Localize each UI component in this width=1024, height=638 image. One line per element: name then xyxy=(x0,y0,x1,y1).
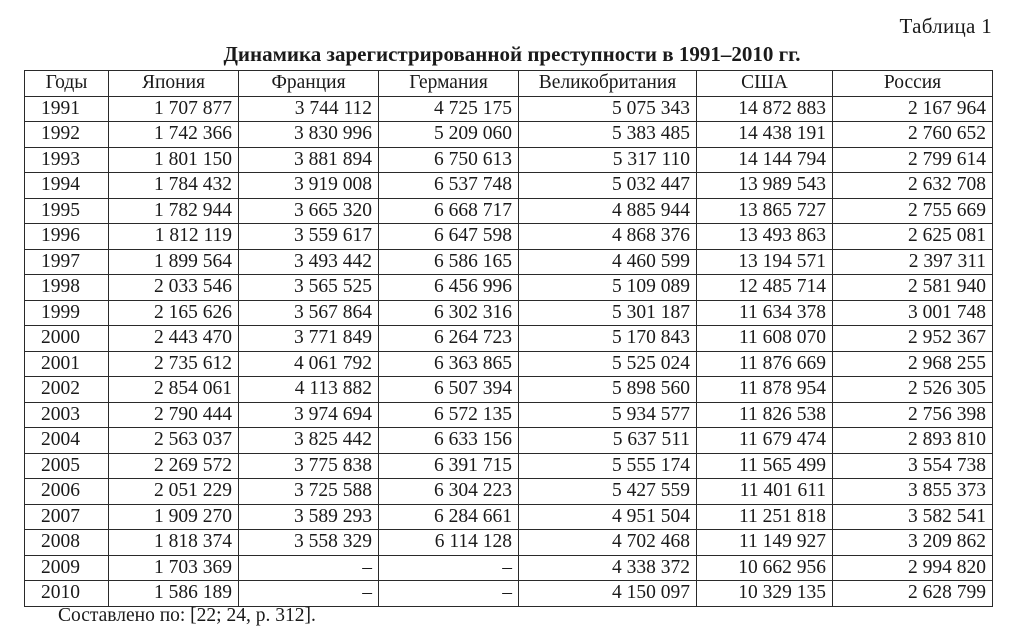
cell-germany: – xyxy=(379,555,519,581)
header-france: Франция xyxy=(239,71,379,97)
cell-germany: 6 572 135 xyxy=(379,402,519,428)
header-germany: Германия xyxy=(379,71,519,97)
cell-france: – xyxy=(239,581,379,607)
table-row xyxy=(25,326,993,352)
table-row xyxy=(25,530,993,556)
cell-france: 3 589 293 xyxy=(239,504,379,530)
cell-france: 3 771 849 xyxy=(239,326,379,352)
cell-japan: 1 703 369 xyxy=(109,555,239,581)
cell-year: 2007 xyxy=(25,504,109,530)
table-row xyxy=(25,555,993,581)
header-russia: Россия xyxy=(833,71,993,97)
cell-great-britain: 4 460 599 xyxy=(519,249,697,275)
cell-great-britain: 5 934 577 xyxy=(519,402,697,428)
cell-great-britain: 5 075 343 xyxy=(519,96,697,122)
cell-france: 3 830 996 xyxy=(239,122,379,148)
cell-japan: 2 443 470 xyxy=(109,326,239,352)
cell-usa: 11 565 499 xyxy=(697,453,833,479)
cell-germany: 6 537 748 xyxy=(379,173,519,199)
table-row xyxy=(25,479,993,505)
cell-france: 3 825 442 xyxy=(239,428,379,454)
cell-japan: 2 269 572 xyxy=(109,453,239,479)
header-great-britain: Великобритания xyxy=(519,71,697,97)
cell-japan: 1 742 366 xyxy=(109,122,239,148)
cell-japan: 1 818 374 xyxy=(109,530,239,556)
cell-germany: 6 647 598 xyxy=(379,224,519,250)
cell-usa: 13 194 571 xyxy=(697,249,833,275)
source-note: Составлено по: [22; 24, р. 312]. xyxy=(58,605,316,626)
cell-usa: 11 401 611 xyxy=(697,479,833,505)
cell-japan: 1 784 432 xyxy=(109,173,239,199)
cell-france: – xyxy=(239,555,379,581)
cell-russia: 2 581 940 xyxy=(833,275,993,301)
table-row xyxy=(25,147,993,173)
cell-france: 4 061 792 xyxy=(239,351,379,377)
cell-great-britain: 4 702 468 xyxy=(519,530,697,556)
cell-france: 3 493 442 xyxy=(239,249,379,275)
cell-year: 2010 xyxy=(25,581,109,607)
cell-france: 3 558 329 xyxy=(239,530,379,556)
cell-year: 2006 xyxy=(25,479,109,505)
table-number-label: Таблица 1 xyxy=(899,14,992,38)
table-title: Динамика зарегистрированной преступности в 1991–2010 гг. xyxy=(223,42,801,66)
table-row xyxy=(25,249,993,275)
cell-japan: 2 563 037 xyxy=(109,428,239,454)
table-row xyxy=(25,402,993,428)
cell-russia: 2 397 311 xyxy=(833,249,993,275)
cell-russia: 2 755 669 xyxy=(833,198,993,224)
table-row xyxy=(25,351,993,377)
cell-russia: 2 632 708 xyxy=(833,173,993,199)
cell-year: 2002 xyxy=(25,377,109,403)
cell-japan: 1 899 564 xyxy=(109,249,239,275)
cell-great-britain: 4 868 376 xyxy=(519,224,697,250)
cell-year: 2004 xyxy=(25,428,109,454)
table-row xyxy=(25,377,993,403)
cell-russia: 2 799 614 xyxy=(833,147,993,173)
cell-usa: 11 251 818 xyxy=(697,504,833,530)
cell-year: 1992 xyxy=(25,122,109,148)
cell-russia: 3 554 738 xyxy=(833,453,993,479)
cell-russia: 2 893 810 xyxy=(833,428,993,454)
table-header-row xyxy=(25,71,993,97)
cell-great-britain: 5 301 187 xyxy=(519,300,697,326)
cell-year: 2001 xyxy=(25,351,109,377)
cell-year: 1999 xyxy=(25,300,109,326)
cell-france: 3 725 588 xyxy=(239,479,379,505)
header-japan: Япония xyxy=(109,71,239,97)
cell-year: 1991 xyxy=(25,96,109,122)
table-row xyxy=(25,198,993,224)
cell-great-britain: 5 525 024 xyxy=(519,351,697,377)
cell-russia: 2 952 367 xyxy=(833,326,993,352)
cell-year: 2005 xyxy=(25,453,109,479)
cell-russia: 2 167 964 xyxy=(833,96,993,122)
cell-great-britain: 5 637 511 xyxy=(519,428,697,454)
cell-usa: 12 485 714 xyxy=(697,275,833,301)
cell-great-britain: 5 109 089 xyxy=(519,275,697,301)
cell-germany: 6 750 613 xyxy=(379,147,519,173)
cell-japan: 2 165 626 xyxy=(109,300,239,326)
cell-usa: 11 608 070 xyxy=(697,326,833,352)
table-row xyxy=(25,300,993,326)
cell-year: 2000 xyxy=(25,326,109,352)
cell-germany: – xyxy=(379,581,519,607)
cell-great-britain: 5 555 174 xyxy=(519,453,697,479)
cell-germany: 6 586 165 xyxy=(379,249,519,275)
cell-usa: 13 493 863 xyxy=(697,224,833,250)
cell-usa: 10 662 956 xyxy=(697,555,833,581)
cell-russia: 3 582 541 xyxy=(833,504,993,530)
cell-france: 3 559 617 xyxy=(239,224,379,250)
cell-japan: 2 854 061 xyxy=(109,377,239,403)
cell-russia: 2 994 820 xyxy=(833,555,993,581)
cell-usa: 11 679 474 xyxy=(697,428,833,454)
cell-france: 3 565 525 xyxy=(239,275,379,301)
cell-japan: 2 033 546 xyxy=(109,275,239,301)
cell-germany: 6 302 316 xyxy=(379,300,519,326)
cell-usa: 14 438 191 xyxy=(697,122,833,148)
table-row xyxy=(25,173,993,199)
cell-usa: 13 989 543 xyxy=(697,173,833,199)
cell-germany: 5 209 060 xyxy=(379,122,519,148)
cell-germany: 6 391 715 xyxy=(379,453,519,479)
cell-usa: 14 872 883 xyxy=(697,96,833,122)
table-row xyxy=(25,96,993,122)
cell-great-britain: 4 951 504 xyxy=(519,504,697,530)
cell-russia: 3 001 748 xyxy=(833,300,993,326)
cell-year: 1997 xyxy=(25,249,109,275)
table-row xyxy=(25,504,993,530)
table-row xyxy=(25,428,993,454)
cell-japan: 1 707 877 xyxy=(109,96,239,122)
cell-usa: 14 144 794 xyxy=(697,147,833,173)
cell-great-britain: 4 885 944 xyxy=(519,198,697,224)
cell-japan: 1 909 270 xyxy=(109,504,239,530)
cell-great-britain: 5 383 485 xyxy=(519,122,697,148)
cell-usa: 11 876 669 xyxy=(697,351,833,377)
cell-japan: 1 782 944 xyxy=(109,198,239,224)
cell-japan: 2 051 229 xyxy=(109,479,239,505)
cell-france: 3 665 320 xyxy=(239,198,379,224)
cell-russia: 3 209 862 xyxy=(833,530,993,556)
cell-great-britain: 4 338 372 xyxy=(519,555,697,581)
cell-germany: 4 725 175 xyxy=(379,96,519,122)
cell-year: 2008 xyxy=(25,530,109,556)
table-row xyxy=(25,122,993,148)
cell-usa: 11 149 927 xyxy=(697,530,833,556)
table-body xyxy=(25,96,993,606)
cell-year: 1998 xyxy=(25,275,109,301)
cell-japan: 2 735 612 xyxy=(109,351,239,377)
cell-usa: 11 634 378 xyxy=(697,300,833,326)
cell-japan: 2 790 444 xyxy=(109,402,239,428)
cell-france: 3 881 894 xyxy=(239,147,379,173)
cell-japan: 1 801 150 xyxy=(109,147,239,173)
cell-year: 2009 xyxy=(25,555,109,581)
cell-france: 3 567 864 xyxy=(239,300,379,326)
cell-france: 4 113 882 xyxy=(239,377,379,403)
table-row xyxy=(25,581,993,607)
cell-usa: 10 329 135 xyxy=(697,581,833,607)
cell-germany: 6 633 156 xyxy=(379,428,519,454)
cell-year: 1996 xyxy=(25,224,109,250)
cell-russia: 2 756 398 xyxy=(833,402,993,428)
cell-great-britain: 5 898 560 xyxy=(519,377,697,403)
cell-great-britain: 5 427 559 xyxy=(519,479,697,505)
cell-russia: 2 968 255 xyxy=(833,351,993,377)
cell-great-britain: 5 170 843 xyxy=(519,326,697,352)
cell-germany: 6 284 661 xyxy=(379,504,519,530)
cell-france: 3 919 008 xyxy=(239,173,379,199)
table-row xyxy=(25,275,993,301)
cell-france: 3 775 838 xyxy=(239,453,379,479)
cell-germany: 6 668 717 xyxy=(379,198,519,224)
header-usa: США xyxy=(697,71,833,97)
crime-statistics-table xyxy=(24,70,993,607)
cell-france: 3 974 694 xyxy=(239,402,379,428)
cell-germany: 6 264 723 xyxy=(379,326,519,352)
cell-russia: 2 526 305 xyxy=(833,377,993,403)
cell-russia: 3 855 373 xyxy=(833,479,993,505)
table-row xyxy=(25,453,993,479)
cell-usa: 11 878 954 xyxy=(697,377,833,403)
cell-great-britain: 5 032 447 xyxy=(519,173,697,199)
cell-germany: 6 363 865 xyxy=(379,351,519,377)
cell-year: 2003 xyxy=(25,402,109,428)
cell-germany: 6 114 128 xyxy=(379,530,519,556)
table-row xyxy=(25,224,993,250)
cell-year: 1994 xyxy=(25,173,109,199)
cell-germany: 6 507 394 xyxy=(379,377,519,403)
cell-great-britain: 4 150 097 xyxy=(519,581,697,607)
cell-usa: 13 865 727 xyxy=(697,198,833,224)
cell-great-britain: 5 317 110 xyxy=(519,147,697,173)
cell-russia: 2 628 799 xyxy=(833,581,993,607)
cell-year: 1995 xyxy=(25,198,109,224)
cell-japan: 1 586 189 xyxy=(109,581,239,607)
cell-germany: 6 456 996 xyxy=(379,275,519,301)
cell-usa: 11 826 538 xyxy=(697,402,833,428)
header-years: Годы xyxy=(25,71,109,97)
cell-year: 1993 xyxy=(25,147,109,173)
cell-russia: 2 760 652 xyxy=(833,122,993,148)
cell-france: 3 744 112 xyxy=(239,96,379,122)
cell-russia: 2 625 081 xyxy=(833,224,993,250)
cell-germany: 6 304 223 xyxy=(379,479,519,505)
cell-japan: 1 812 119 xyxy=(109,224,239,250)
